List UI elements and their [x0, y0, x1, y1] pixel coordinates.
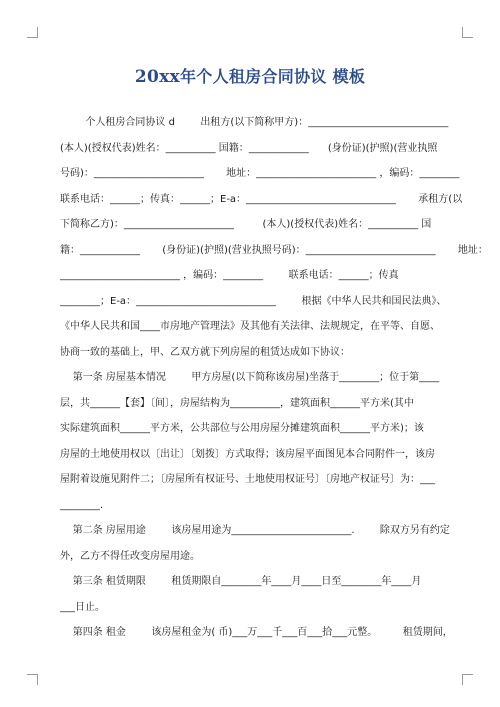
document-title	[0, 64, 500, 87]
text-line: ________________________ ，编码：________ 联系电话：______；传真	[60, 270, 399, 281]
crop-mark-top-left	[27, 27, 38, 38]
text-line: 房屋的土地使用权以〔出让〕〔划拨〕方式取得；该房屋平面图见本合同附件一，该房	[60, 448, 435, 460]
text-line: 协商一致的基础上，甲、乙双方就下列房屋的租赁达成如下协议：	[60, 346, 350, 358]
text-line: 第一条 房屋基本情况 甲方房屋(以下简称该房屋)坐落于________；位于第____	[60, 372, 440, 383]
text-line: ___日止。	[60, 601, 105, 613]
text-line: 实际建筑面积______平方米，公共部位与公用房屋分摊建筑面积______平方米)；该	[60, 423, 424, 434]
text-line: 号码)：______________________ 地址：________________________ ，编码：________	[60, 168, 460, 179]
title-number: 20xx	[134, 67, 180, 87]
text-line: 第四条 租金 该房屋租金为( 币)___万___千___百___拾___元整。 租赁期间，	[60, 627, 453, 638]
crop-mark-bottom-left	[27, 674, 38, 685]
text-line: 第三条 租赁期限 租赁期限自________年____月____日至________年____月	[60, 576, 422, 587]
text-line: 个人租房合同协议 d 出租方(以下简称甲方)：____________________________	[60, 117, 449, 128]
title-text: 年个人租房合同协议 模板	[179, 67, 366, 86]
text-line: 《中华人民共和国____市房地产管理法》及其他有关法律、法规规定，在平等、自愿、	[60, 321, 440, 332]
text-line: 层，共______【套】〔间〕，房屋结构为__________，建筑面积______平方米(其中	[60, 397, 414, 409]
text-line: 第二条 房屋用途 该房屋用途为________________________. 除双方另有约定	[60, 525, 450, 536]
text-line: 屋附着设施见附件二；〔房屋所有权证号、土地使用权证号〕〔房地产权证号〕为：___	[60, 474, 435, 485]
text-line: 籍：____________ (身份证)(护照)(营业执照号码)：__________________________ 地址：	[60, 244, 488, 256]
text-line: ________；E-a：____________________________ 根据《中华人民共和国民法典》、	[60, 295, 447, 307]
document-body	[60, 110, 488, 646]
text-line: ________.	[60, 499, 104, 511]
text-line: 联系电话：______；传真：______；E-a：______________________________ 承租方(以	[60, 193, 463, 205]
crop-mark-top-right	[462, 27, 473, 38]
text-line: (本人)(授权代表)姓名：__________ 国籍：____________ (身份证)(护照)(营业执照	[60, 142, 438, 154]
crop-mark-bottom-right	[462, 674, 473, 685]
text-line: 外，乙方不得任改变房屋用途。	[60, 550, 200, 562]
text-line: 下简称乙方)：______________________ (本人)(授权代表)姓名：__________ 国	[60, 219, 432, 230]
